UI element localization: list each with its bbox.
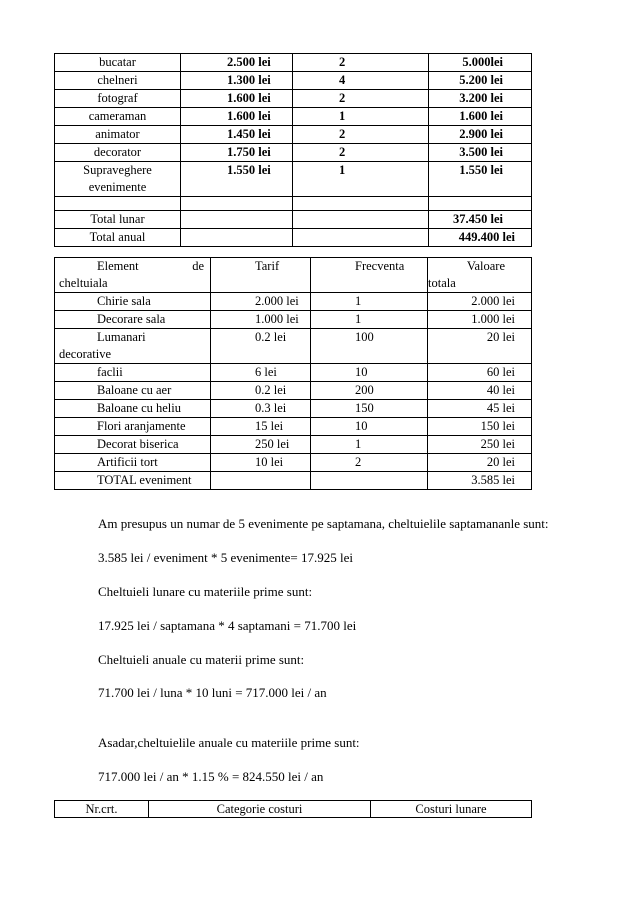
role-cell: bucatar (55, 54, 181, 72)
count-cell: 2 (293, 126, 429, 144)
total-value: 3.585 lei (428, 472, 532, 490)
total-cell: 2.900 lei (429, 126, 532, 144)
rate-cell: 2.500 lei (181, 54, 293, 72)
header-categorie: Categorie costuri (149, 801, 371, 818)
total-cell: 5.000lei (429, 54, 532, 72)
table-row (55, 54, 532, 72)
total-cell: 1.600 lei (429, 108, 532, 126)
table-row: faclii 6 lei 10 60 lei (55, 364, 532, 382)
rate-cell: 1.550 lei (181, 162, 293, 197)
role-cell: animator (55, 126, 181, 144)
rate-cell: 1.750 lei (181, 144, 293, 162)
rate-cell: 1.300 lei (181, 72, 293, 90)
count-cell: 1 (293, 162, 429, 197)
table-row: Lumanari decorative 0.2 lei 100 20 lei (55, 329, 532, 364)
total-cell: 1.550 lei (429, 162, 532, 197)
paragraph: Asadar,cheltuielile anuale cu materiile prime sunt: (98, 735, 360, 750)
table-row: Baloane cu heliu 0.3 lei 150 45 lei (55, 400, 532, 418)
rate-cell: 1.600 lei (181, 90, 293, 108)
table-row (55, 144, 532, 162)
role-cell: chelneri (55, 72, 181, 90)
table-row (55, 108, 532, 126)
header-frecventa: Frecventa (311, 258, 428, 293)
header-costuri: Costuri lunare (371, 801, 532, 818)
table-row: Flori aranjamente 15 lei 10 150 lei (55, 418, 532, 436)
cost-categories-table (54, 800, 532, 818)
total-cell: 3.200 lei (429, 90, 532, 108)
role-cell: cameraman (55, 108, 181, 126)
total-anual-row (55, 229, 532, 247)
table-row: Artificii tort 10 lei 2 20 lei (55, 454, 532, 472)
header-row (55, 801, 532, 818)
total-anual-label: Total anual (55, 229, 181, 247)
role-cell: fotograf (55, 90, 181, 108)
total-cell: 5.200 lei (429, 72, 532, 90)
paragraph: 17.925 lei / saptamana * 4 saptamani = 71.700 lei (98, 618, 357, 633)
paragraph: 3.585 lei / eveniment * 5 evenimente= 17.925 lei (98, 550, 353, 565)
table-row (55, 126, 532, 144)
paragraph: 71.700 lei / luna * 10 luni = 717.000 lei / an (98, 685, 327, 700)
total-label: TOTAL eveniment (55, 472, 211, 490)
table-row (55, 162, 532, 197)
header-element: Element de cheltuiala (55, 258, 211, 293)
table-row (55, 72, 532, 90)
total-lunar-row (55, 211, 532, 229)
table-row: Chirie sala 2.000 lei 1 2.000 lei (55, 293, 532, 311)
personnel-costs-table (54, 53, 532, 247)
paragraph: 717.000 lei / an * 1.15 % = 824.550 lei / an (98, 769, 324, 784)
header-tarif: Tarif (211, 258, 311, 293)
table-row: Baloane cu aer 0.2 lei 200 40 lei (55, 382, 532, 400)
role-line: Supraveghere (83, 163, 152, 177)
total-lunar-label: Total lunar (55, 211, 181, 229)
paragraph: Am presupus un numar de 5 evenimente pe saptamana, cheltuielile saptamananle sunt: (98, 516, 549, 531)
header-nrcrt: Nr.crt. (55, 801, 149, 818)
paragraph: Cheltuieli anuale cu materii prime sunt: (98, 652, 305, 667)
role-cell: decorator (55, 144, 181, 162)
header-row (55, 258, 532, 293)
count-cell: 2 (293, 144, 429, 162)
rate-cell: 1.450 lei (181, 126, 293, 144)
empty-row (55, 197, 532, 211)
table-row (55, 90, 532, 108)
table-row: Decorare sala 1.000 lei 1 1.000 lei (55, 311, 532, 329)
count-cell: 4 (293, 72, 429, 90)
table-row: Decorat biserica 250 lei 1 250 lei (55, 436, 532, 454)
role-line: evenimente (88, 180, 147, 194)
event-expenses-table (54, 257, 532, 490)
count-cell: 1 (293, 108, 429, 126)
total-anual-value: 449.400 lei (429, 229, 532, 247)
role-cell (55, 162, 181, 197)
paragraph: Cheltuieli lunare cu materiile prime sunt: (98, 584, 313, 599)
total-lunar-value: 37.450 lei (429, 211, 532, 229)
header-valoare: Valoare totala (428, 258, 532, 293)
total-cell: 3.500 lei (429, 144, 532, 162)
rate-cell: 1.600 lei (181, 108, 293, 126)
count-cell: 2 (293, 54, 429, 72)
total-row (55, 472, 532, 490)
count-cell: 2 (293, 90, 429, 108)
